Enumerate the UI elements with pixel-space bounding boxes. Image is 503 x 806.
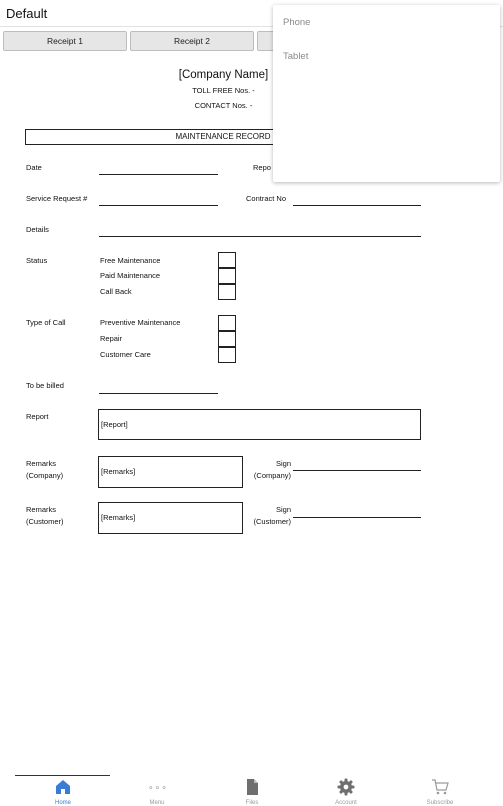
nav-subscribe-label: Subscribe: [426, 800, 454, 806]
contact-numbers: CONTACT Nos. -: [194, 101, 253, 110]
nav-menu[interactable]: [127, 778, 187, 806]
remarks-customer-label-line2: (Customer): [26, 516, 64, 526]
home-icon: [54, 778, 72, 796]
sign-company-label: [249, 458, 291, 481]
date-field[interactable]: [99, 174, 218, 175]
report-label: Report: [26, 412, 49, 421]
company-name: [Company Name]: [178, 69, 269, 81]
status-option-paid: Paid Maintenance: [100, 271, 161, 280]
gear-icon: [337, 778, 355, 796]
file-icon: [243, 778, 261, 796]
remarks-customer-label-line1: Remarks: [26, 505, 57, 514]
status-checkbox-free[interactable]: [218, 252, 236, 268]
remarks-company-textbox[interactable]: [Remarks]: [98, 456, 243, 488]
sign-customer-field[interactable]: [293, 517, 421, 518]
record-heading: MAINTENANCE RECORD: [25, 129, 421, 145]
sign-company-label-line2: (Company): [253, 470, 291, 480]
bottom-navigation: [0, 772, 503, 806]
to-be-billed-label: To be billed: [26, 381, 64, 390]
to-be-billed-field[interactable]: [99, 393, 218, 394]
nav-files-label: Files: [245, 800, 259, 806]
type-option-repair: Repair: [100, 334, 123, 343]
contract-no-field[interactable]: [293, 205, 421, 206]
nav-account[interactable]: [316, 778, 376, 806]
nav-divider: [15, 775, 110, 776]
status-option-free: Free Maintenance: [100, 256, 161, 265]
more-dots-icon: ∘∘∘: [148, 782, 168, 792]
nav-home[interactable]: [33, 778, 93, 806]
type-option-customer-care: Customer Care: [100, 350, 151, 359]
popup-item-tablet[interactable]: Tablet: [283, 51, 309, 62]
report-textbox[interactable]: [Report]: [98, 409, 421, 440]
nav-menu-label: Menu: [149, 800, 165, 806]
sign-customer-label: [249, 504, 291, 527]
status-option-callback: Call Back: [100, 287, 132, 296]
sign-company-field[interactable]: [293, 470, 421, 471]
type-of-call-label: Type of Call: [26, 318, 66, 327]
remarks-customer-label: [26, 504, 64, 527]
tab-receipt-1[interactable]: Receipt 1: [3, 31, 127, 51]
sign-company-label-line1: Sign: [275, 459, 291, 468]
cart-icon: [431, 778, 449, 796]
nav-home-label: Home: [54, 800, 71, 806]
tab-receipt-2[interactable]: Receipt 2: [130, 31, 254, 51]
status-label: Status: [26, 256, 48, 265]
remarks-company-label-line1: Remarks: [26, 459, 57, 468]
report-no-label: Repo: [253, 163, 271, 172]
details-label: Details: [26, 225, 49, 234]
sign-customer-label-line1: Sign: [275, 505, 291, 514]
contract-no-label: Contract No: [246, 194, 287, 203]
nav-files[interactable]: [222, 778, 282, 806]
type-option-preventive: Preventive Maintenance: [100, 318, 181, 327]
status-checkbox-callback[interactable]: [218, 284, 236, 300]
details-field[interactable]: [99, 236, 421, 237]
status-checkbox-paid[interactable]: [218, 268, 236, 284]
date-label: Date: [26, 163, 42, 172]
remarks-company-label-line2: (Company): [26, 470, 64, 480]
nav-subscribe[interactable]: [410, 778, 470, 806]
toll-free-numbers: TOLL FREE Nos. -: [192, 86, 255, 95]
type-checkbox-customer-care[interactable]: [218, 347, 236, 363]
popup-item-phone[interactable]: Phone: [283, 17, 311, 28]
nav-account-label: Account: [335, 800, 357, 806]
remarks-customer-textbox[interactable]: [Remarks]: [98, 502, 243, 534]
service-request-label: Service Request #: [26, 194, 88, 203]
type-checkbox-repair[interactable]: [218, 331, 236, 347]
remarks-company-label: [26, 458, 63, 481]
device-popup-menu: [273, 5, 500, 182]
service-request-field[interactable]: [99, 205, 218, 206]
window-title: Default: [6, 6, 48, 21]
sign-customer-label-line2: (Customer): [253, 516, 291, 526]
type-checkbox-preventive[interactable]: [218, 315, 236, 331]
